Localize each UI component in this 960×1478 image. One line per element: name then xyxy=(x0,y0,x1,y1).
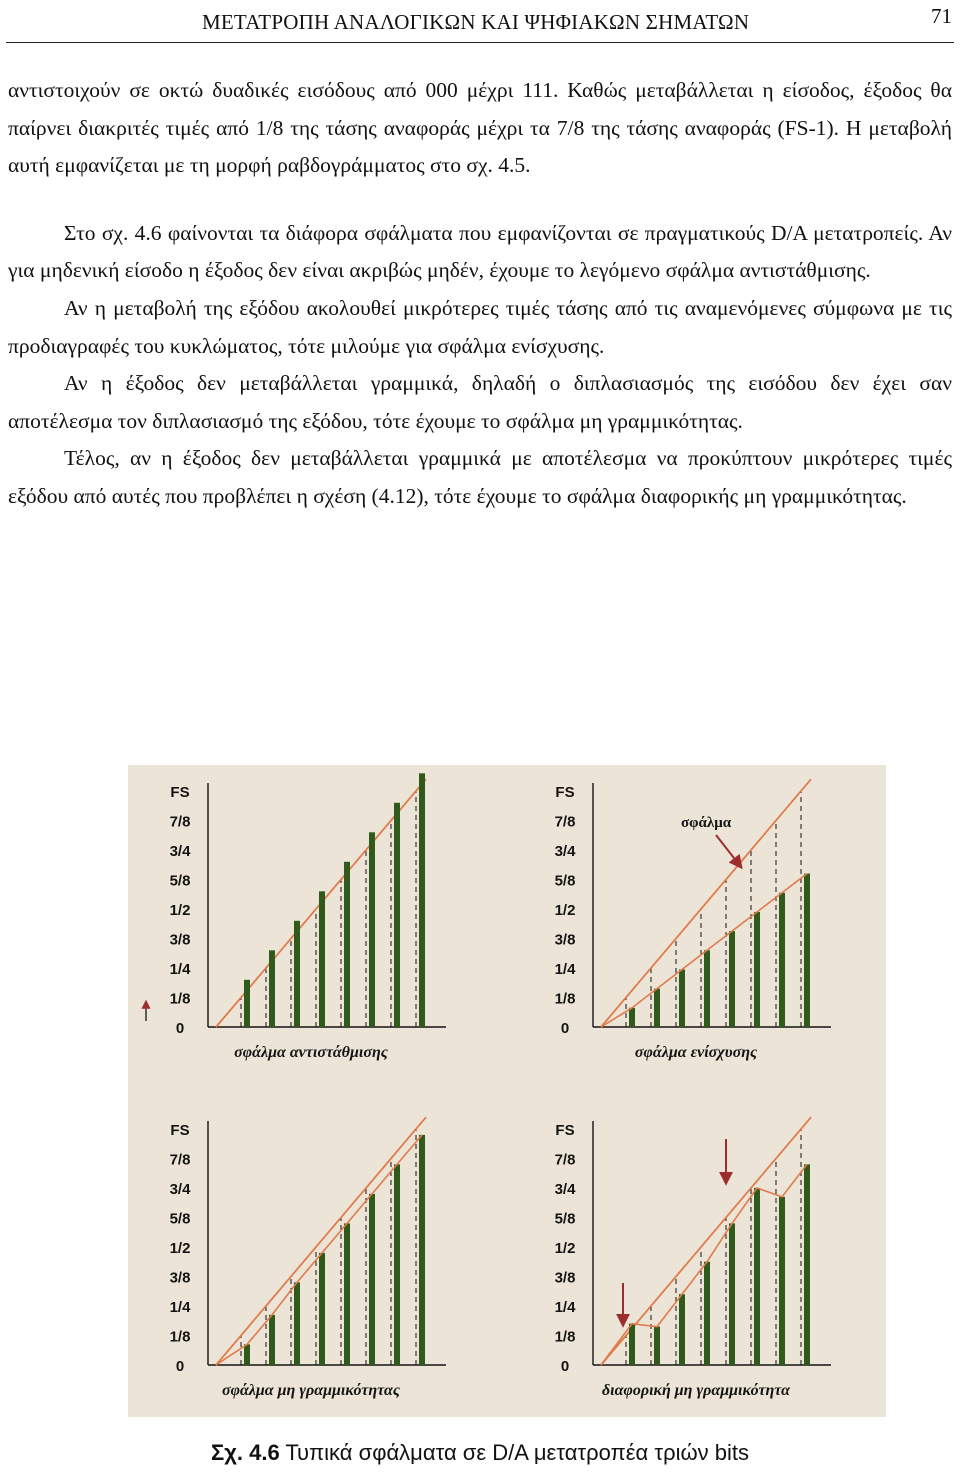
y-tick-label: 1/4 xyxy=(169,961,191,978)
y-tick-label: 3/4 xyxy=(169,843,191,860)
figure-background xyxy=(128,765,886,1417)
y-tick-label: 1/4 xyxy=(554,961,576,978)
paragraph: Αν η έξοδος δεν μεταβάλλεται γραμμικά, δηλαδή ο διπλασιασμός της εισόδου δεν έχει σαν αποτέλεσμα τον διπλασιασμό της εξόδου, τότε έχουμε το σφάλμα μη γραμμικότητας. xyxy=(8,371,952,433)
figure-caption xyxy=(0,1440,960,1466)
panel-caption: σφάλμα μη γραμμικότητας xyxy=(221,1382,401,1399)
figure-caption-text: Τυπικά σφάλματα σε D/A μετατροπέα τριών bits xyxy=(285,1440,749,1465)
output-bar xyxy=(654,989,660,1027)
y-tick-label: 1/2 xyxy=(554,1240,576,1257)
y-tick-label: 3/8 xyxy=(169,931,191,949)
output-bar xyxy=(754,1188,760,1365)
y-tick-label: FS xyxy=(555,784,575,801)
y-tick-label: 5/8 xyxy=(169,872,191,890)
output-bar xyxy=(319,1253,325,1365)
figure-label: Σχ. 4.6 xyxy=(211,1440,280,1465)
y-tick-label: 0 xyxy=(560,1020,570,1037)
output-bar xyxy=(679,1294,685,1365)
output-bar xyxy=(804,1164,810,1365)
panel-caption: σφάλμα αντιστάθμισης xyxy=(234,1044,388,1061)
output-bar xyxy=(269,1315,275,1365)
output-bar xyxy=(244,1344,250,1365)
y-tick-label: 7/8 xyxy=(169,813,191,831)
y-tick-label: 1/8 xyxy=(169,1328,191,1346)
panel-caption: διαφορική μη γραμμικότητα xyxy=(601,1382,791,1399)
output-bar xyxy=(679,969,685,1027)
y-tick-label: 3/8 xyxy=(554,931,576,949)
y-tick-label: 7/8 xyxy=(554,813,576,831)
y-tick-label: 1/2 xyxy=(169,902,191,919)
y-tick-label: FS xyxy=(555,1122,575,1139)
y-tick-label: 1/2 xyxy=(169,1240,191,1257)
y-tick-label: 0 xyxy=(175,1358,185,1375)
y-tick-label: 1/8 xyxy=(554,1328,576,1346)
paragraph: Τέλος, αν η έξοδος δεν μεταβάλλεται γραμμικά με αποτέλεσμα να προκύπτουν μικρότερες τιμές εξόδου από αυτές που προβλέπει η σχέση (4.12), τότε έχουμε το σφάλμα διαφορικής μη γραμμικότητας. xyxy=(8,446,952,508)
header-divider xyxy=(6,42,954,43)
y-tick-label: 3/4 xyxy=(169,1181,191,1198)
output-bar xyxy=(294,1282,300,1365)
output-bar xyxy=(319,891,325,1027)
figure-dac-errors xyxy=(128,765,886,1417)
output-bar xyxy=(369,1194,375,1365)
output-bar xyxy=(629,1008,635,1027)
panel-caption: σφάλμα ενίσχυσης xyxy=(634,1044,758,1061)
output-bar xyxy=(704,1262,710,1365)
output-bar xyxy=(704,950,710,1027)
y-tick-label: 3/4 xyxy=(554,843,576,860)
y-tick-label: 1/4 xyxy=(554,1299,576,1316)
output-bar xyxy=(269,950,275,1027)
y-tick-label: 3/8 xyxy=(554,1269,576,1287)
y-tick-label: 5/8 xyxy=(554,1210,576,1228)
output-bar xyxy=(779,1197,785,1365)
output-bar xyxy=(754,912,760,1027)
page-header xyxy=(0,0,960,42)
y-tick-label: 5/8 xyxy=(554,872,576,890)
y-tick-label: 1/8 xyxy=(554,990,576,1008)
output-bar xyxy=(369,832,375,1027)
y-tick-label: 0 xyxy=(175,1020,185,1037)
figure-graphic xyxy=(128,765,886,1417)
output-bar xyxy=(294,921,300,1027)
y-tick-label: 3/4 xyxy=(554,1181,576,1198)
output-bar xyxy=(779,893,785,1027)
page-number: 71 xyxy=(931,4,952,28)
y-tick-label: FS xyxy=(170,784,190,801)
error-annotation: σφάλμα xyxy=(681,815,732,831)
output-bar xyxy=(394,1164,400,1365)
y-tick-label: 1/2 xyxy=(554,902,576,919)
output-bar xyxy=(654,1327,660,1365)
output-bar xyxy=(394,803,400,1027)
output-bar xyxy=(804,874,810,1027)
output-bar xyxy=(729,931,735,1027)
y-tick-label: 7/8 xyxy=(554,1151,576,1169)
paragraph: Στο σχ. 4.6 φαίνονται τα διάφορα σφάλματα που εμφανίζονται σε πραγματικούς D/A μετατροπείς. Αν για μηδενική είσοδο η έξοδος δεν είναι ακριβώς μηδέν, έχουμε το λεγόμενο σφάλμα αντιστάθμισης. xyxy=(8,220,952,283)
y-tick-label: 5/8 xyxy=(169,1210,191,1228)
y-tick-label: 7/8 xyxy=(169,1151,191,1169)
output-bar xyxy=(419,773,425,1027)
y-tick-label: 1/4 xyxy=(169,1299,191,1316)
y-tick-label: 3/8 xyxy=(169,1269,191,1287)
output-bar xyxy=(244,980,250,1027)
y-tick-label: 0 xyxy=(560,1358,570,1375)
running-title: ΜΕΤΑΤΡΟΠΗ ΑΝΑΛΟΓΙΚΩΝ ΚΑΙ ΨΗΦΙΑΚΩΝ ΣΗΜΑΤΩΝ xyxy=(202,10,750,34)
paragraph: αντιστοιχούν σε οκτώ δυαδικές εισόδους από 000 μέχρι 111. Καθώς μεταβάλλεται η είσοδος, έξοδος θα παίρνει διακριτές τιμές από 1/8 της τάσης αναφοράς μέχρι τα 7/8 της τάσης αναφοράς (FS-1). Η μεταβολή αυτή εμφανίζεται με τη μορφή ραβδογράμματος στο σχ. 4.5. xyxy=(8,78,952,178)
paragraph: Αν η μεταβολή της εξόδου ακολουθεί μικρότερες τιμές τάσης από τις αναμενόμενες σύμφωνα με τις προδιαγραφές του κυκλώματος, τότε μιλούμε για σφάλμα ενίσχυσης. xyxy=(8,295,952,358)
output-bar xyxy=(629,1324,635,1365)
output-bar xyxy=(419,1135,425,1365)
y-tick-label: 1/8 xyxy=(169,990,191,1008)
output-bar xyxy=(344,1223,350,1365)
output-bar xyxy=(344,862,350,1027)
body-text xyxy=(8,72,952,516)
y-tick-label: FS xyxy=(170,1122,190,1139)
output-bar xyxy=(729,1223,735,1365)
